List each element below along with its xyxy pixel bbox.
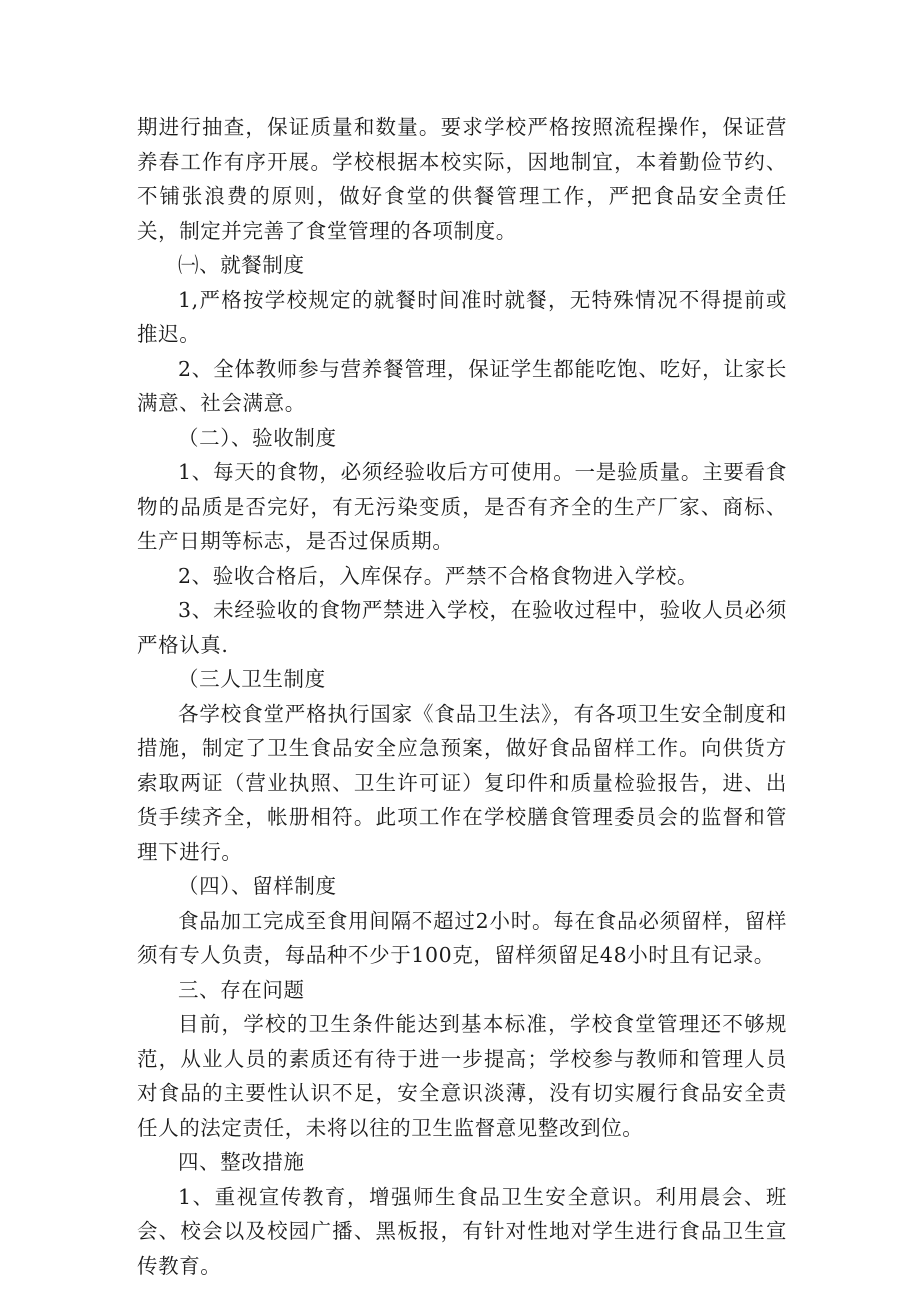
heading-hygiene-rules: （三人卫生制度 [178,667,326,691]
heading-sample-retention-rules: （四）、留样制度 [178,874,337,898]
paragraph-dining-rule-2: 2、全体教师参与营养餐管理，保证学生都能吃饱、吃好，让家长满意、社会满意。 [137,356,787,415]
paragraph-acceptance-rule-1: 1、每天的食物，必须经验收后方可使用。一是验质量。主要看食物的品质是否完好，有无污染变质，是否有齐全的生产厂家、商标、生产日期等标志，是否过保质期。 [137,460,787,553]
heading-dining-rules: ㈠、就餐制度 [178,253,305,277]
paragraph-acceptance-rule-3: 3、未经验收的食物严禁进入学校，在验收过程中，验收人员必须严格认真. [137,598,787,657]
paragraph-acceptance-rule-2: 2、验收合格后，入库保存。严禁不合格食物进入学校。 [178,563,699,588]
heading-acceptance-rules: （二）、验收制度 [178,425,337,450]
paragraph-intro-continued: 期进行抽查，保证质量和数量。要求学校严格按照流程操作，保证营养春工作有序开展。学校根据本校实际，因地制宜，本着勤俭节约、不铺张浪费的原则，做好食堂的供餐管理工作，严把食品安全责任关，制定并完善了食堂管理的各项制度。 [137,115,787,243]
paragraph-existing-problems: 目前，学校的卫生条件能达到基本标准，学校食堂管理还不够规范，从业人员的素质还有待于进一步提高；学校参与教师和管理人员对食品的主要性认识不足，安全意识淡薄，没有切实履行食品安全责任人的法定责任，未将以往的卫生监督意见整改到位。 [137,1012,787,1140]
heading-rectification-measures: 四、整改措施 [178,1150,305,1174]
paragraph-sample-retention: 食品加工完成至食用间隔不超过2小时。每在食品必须留样，留样须有专人负责，每品种不少于100克，留样须留足48小时且有记录。 [137,908,787,967]
heading-existing-problems: 三、存在问题 [178,977,305,1002]
paragraph-hygiene-rules: 各学校食堂严格执行国家《食品卫生法》，有各项卫生安全制度和措施，制定了卫生食品安全应急预案，做好食品留样工作。向供货方索取两证（营业执照、卫生许可证）复印件和质量检验报告，进、出货手续齐全，帐册相符。此项工作在学校膳食管理委员会的监督和管理下进行。 [137,701,787,864]
paragraph-dining-rule-1: 1,严格按学校规定的就餐时间准时就餐，无特殊情况不得提前或推迟。 [137,287,787,346]
paragraph-rectification-measure-1: 1、重视宣传教育，增强师生食品卫生安全意识。利用晨会、班会、校会以及校园广播、黑板报，有针对性地对学生进行食品卫生宣传教育。 [137,1184,787,1278]
document-body [137,110,787,1283]
